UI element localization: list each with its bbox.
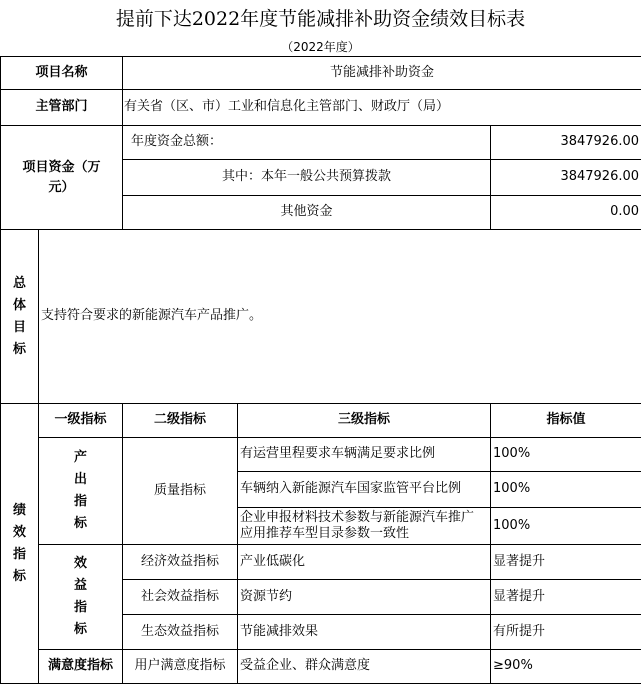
funding-total-label: 年度资金总额： [123,126,491,160]
level2-cell: 生态效益指标 [123,615,238,650]
value-cell: 100% [491,472,641,508]
department-row [1,90,641,126]
project-name-label: 项目名称 [1,57,123,90]
group-benefit: 效益指标 [39,545,123,650]
overall-goal-text: 支持符合要求的新能源汽车产品推广。 [39,230,641,404]
funding-other-label: 其他资金 [123,196,491,230]
level3-cell: 受益企业、群众满意度 [238,650,491,684]
value-cell: 100% [491,438,641,472]
funding-budget-value: 3847926.00 [491,160,641,196]
level3-cell: 节能减排效果 [238,615,491,650]
funding-total-row [1,126,641,160]
level3-cell: 有运营里程要求车辆满足要求比例 [238,438,491,472]
table-row [1,438,641,472]
department-value: 有关省（区、市）工业和信息化主管部门、财政厅（局） [123,90,641,126]
funding-other-value: 0.00 [491,196,641,230]
header-level1: 一级指标 [39,404,123,438]
project-name-row [1,57,641,90]
value-cell: 显著提升 [491,545,641,580]
value-cell: 100% [491,508,641,545]
value-cell: 显著提升 [491,580,641,615]
level2-cell: 社会效益指标 [123,580,238,615]
funding-label [1,126,123,230]
project-name-value: 节能减排补助资金 [123,57,641,90]
level3-cell: 企业申报材料技术参数与新能源汽车推广应用推荐车型目录参数一致性 [238,508,491,545]
sheet-title: 提前下达2022年度节能减排补助资金绩效目标表 [115,7,526,30]
level2-cell: 经济效益指标 [123,545,238,580]
header-level2: 二级指标 [123,404,238,438]
level2-cell: 用户满意度指标 [123,650,238,684]
header-value: 指标值 [491,404,641,438]
indicator-header-row [1,404,641,438]
department-label: 主管部门 [1,90,123,126]
sheet-subtitle: （2022年度） [281,39,360,54]
level3-cell: 产业低碳化 [238,545,491,580]
level3-cell: 车辆纳入新能源汽车国家监管平台比例 [238,472,491,508]
group-satisfaction: 满意度指标 [39,650,123,684]
funding-budget-label: 其中：本年一般公共预算拨款 [123,160,491,196]
overall-goal-label: 总体目标 [1,230,39,404]
table-row [1,545,641,580]
overall-goal-row [1,230,641,404]
value-cell: ≥90% [491,650,641,684]
funding-label-text: 项目资金（万元） [22,159,101,195]
table-row [1,650,641,684]
value-cell: 有所提升 [491,615,641,650]
performance-label: 绩效指标 [1,404,39,684]
funding-total-value: 3847926.00 [491,126,641,160]
level2-quality: 质量指标 [123,438,238,545]
level3-cell: 资源节约 [238,580,491,615]
header-level3: 三级指标 [238,404,491,438]
group-output: 产出指标 [39,438,123,545]
target-table [0,56,641,684]
